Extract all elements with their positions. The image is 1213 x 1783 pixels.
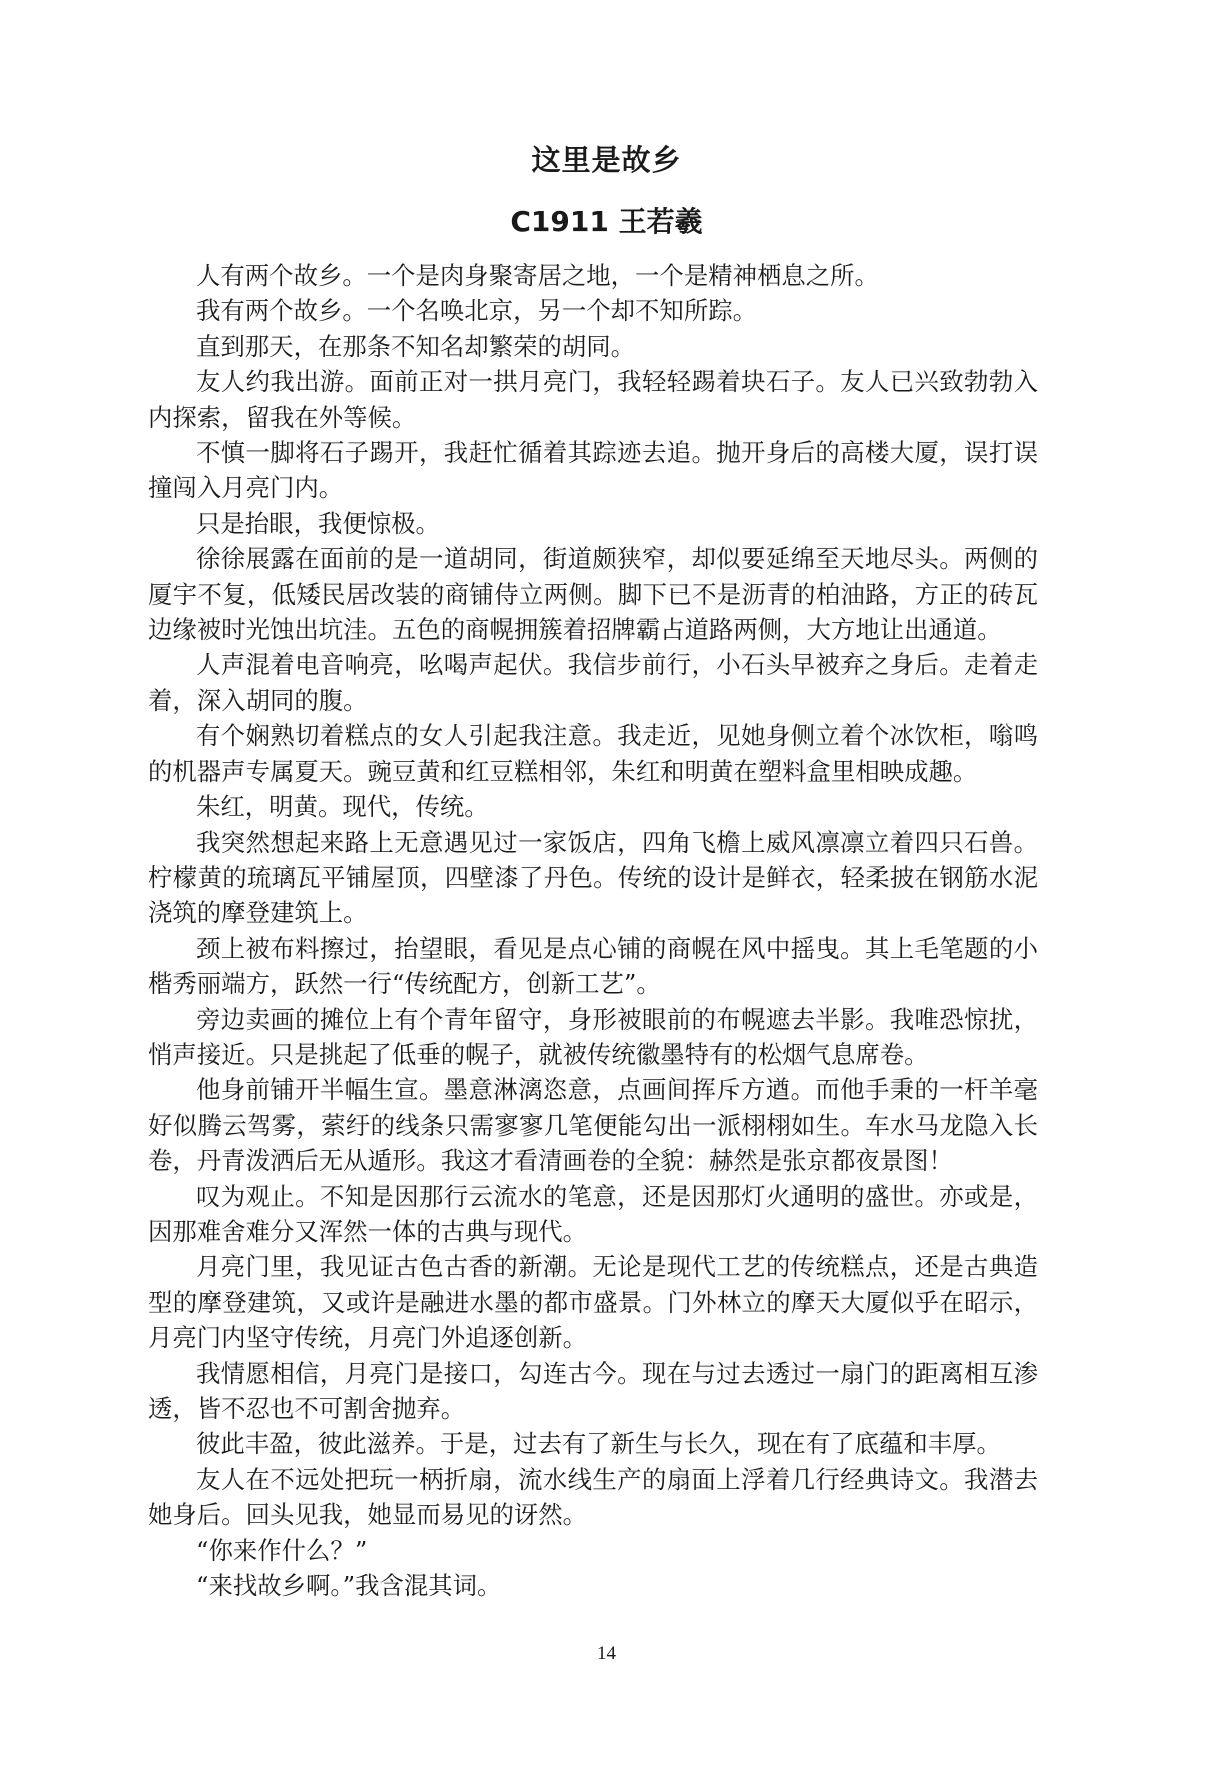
paragraph: 旁边卖画的摊位上有个青年留守，身形被眼前的布幌遮去半影。我唯恐惊扰，悄声接近。只是挑起了低垂的幌子，就被传统徽墨特有的松烟气息席卷。 [148, 1004, 1038, 1069]
essay-body [148, 258, 1038, 1603]
paragraph: 人声混着电音响亮，吆喝声起伏。我信步前行，小石头早被弃之身后。走着走着，深入胡同的腹。 [148, 650, 1038, 715]
paragraph: 月亮门里，我见证古色古香的新潮。无论是现代工艺的传统糕点，还是古典造型的摩登建筑，又或许是融进水墨的都市盛景。门外林立的摩天大厦似乎在昭示，月亮门内坚守传统，月亮门外追逐创新。 [148, 1252, 1038, 1353]
paragraph: 人有两个故乡。一个是肉身聚寄居之地，一个是精神栖息之所。 [196, 261, 879, 290]
author-line: C1911 王若羲 [510, 205, 703, 238]
paragraph: 友人在不远处把玩一柄折扇，流水线生产的扇面上浮着几行经典诗文。我潜去她身后。回头见我，她显而易见的讶然。 [148, 1464, 1038, 1530]
paragraph: 我突然想起来路上无意遇见过一家饭店，四角飞檐上威风凛凛立着四只石兽。柠檬黄的琉璃瓦平铺屋顶，四壁漆了丹色。传统的设计是鲜衣，轻柔披在钢筋水泥浇筑的摩登建筑上。 [148, 827, 1038, 928]
paragraph: 友人约我出游。面前正对一拱月亮门，我轻轻踢着块石子。友人已兴致勃勃入内探索，留我在外等候。 [148, 367, 1038, 432]
paragraph: 徐徐展露在面前的是一道胡同，街道颇狭窄，却似要延绵至天地尽头。两侧的厦宇不复，低矮民居改装的商铺侍立两侧。脚下已不是沥青的柏油路，方正的砖瓦边缘被时光蚀出坑洼。五色的商幌拥簇着招牌霸占道路两侧，大方地让出通道。 [148, 544, 1038, 645]
paragraph: 只是抬眼，我便惊极。 [196, 508, 440, 538]
paragraph: 颈上被布料擦过，抬望眼，看见是点心铺的商幌在风中摇曳。其上毛笔题的小楷秀丽端方，跃然一行“传统配方，创新工艺”。 [148, 933, 1038, 999]
paragraph: 有个娴熟切着糕点的女人引起我注意。我走近，见她身侧立着个冰饮柜，嗡鸣的机器声专属夏天。豌豆黄和红豆糕相邻，朱红和明黄在塑料盒里相映成趣。 [148, 721, 1038, 786]
paragraph: “来找故乡啊。”我含混其词。 [196, 1571, 502, 1601]
paragraph: 朱红，明黄。现代，传统。 [196, 792, 489, 822]
page-number: 14 [597, 1643, 616, 1664]
paragraph: 彼此丰盈，彼此滋养。于是，过去有了新生与长久，现在有了底蕴和丰厚。 [196, 1429, 1001, 1459]
paragraph: 直到那天，在那条不知名却繁荣的胡同。 [196, 331, 636, 361]
paragraph: 不慎一脚将石子踢开，我赶忙循着其踪迹去追。抛开身后的高楼大厦，误打误撞闯入月亮门内。 [148, 438, 1038, 503]
essay-title: 这里是故乡 [531, 143, 682, 177]
paragraph: “你来作什么？” [196, 1535, 368, 1565]
paragraph: 我有两个故乡。一个名唤北京，另一个却不知所踪。 [196, 296, 757, 326]
paragraph: 他身前铺开半幅生宣。墨意淋漓恣意，点画间挥斥方遒。而他手秉的一杆羊毫好似腾云驾雾，萦纡的线条只需寥寥几笔便能勾出一派栩栩如生。车水马龙隐入长卷，丹青泼洒后无从遁形。我这才看清画卷的全貌：赫然是张京都夜景图！ [148, 1075, 1038, 1176]
paragraph: 叹为观止。不知是因那行云流水的笔意，还是因那灯火通明的盛世。亦或是，因那难舍难分又浑然一体的古典与现代。 [148, 1181, 1038, 1246]
paragraph: 我情愿相信，月亮门是接口，勾连古今。现在与过去透过一扇门的距离相互渗透，皆不忍也不可割舍抛弃。 [148, 1358, 1038, 1423]
